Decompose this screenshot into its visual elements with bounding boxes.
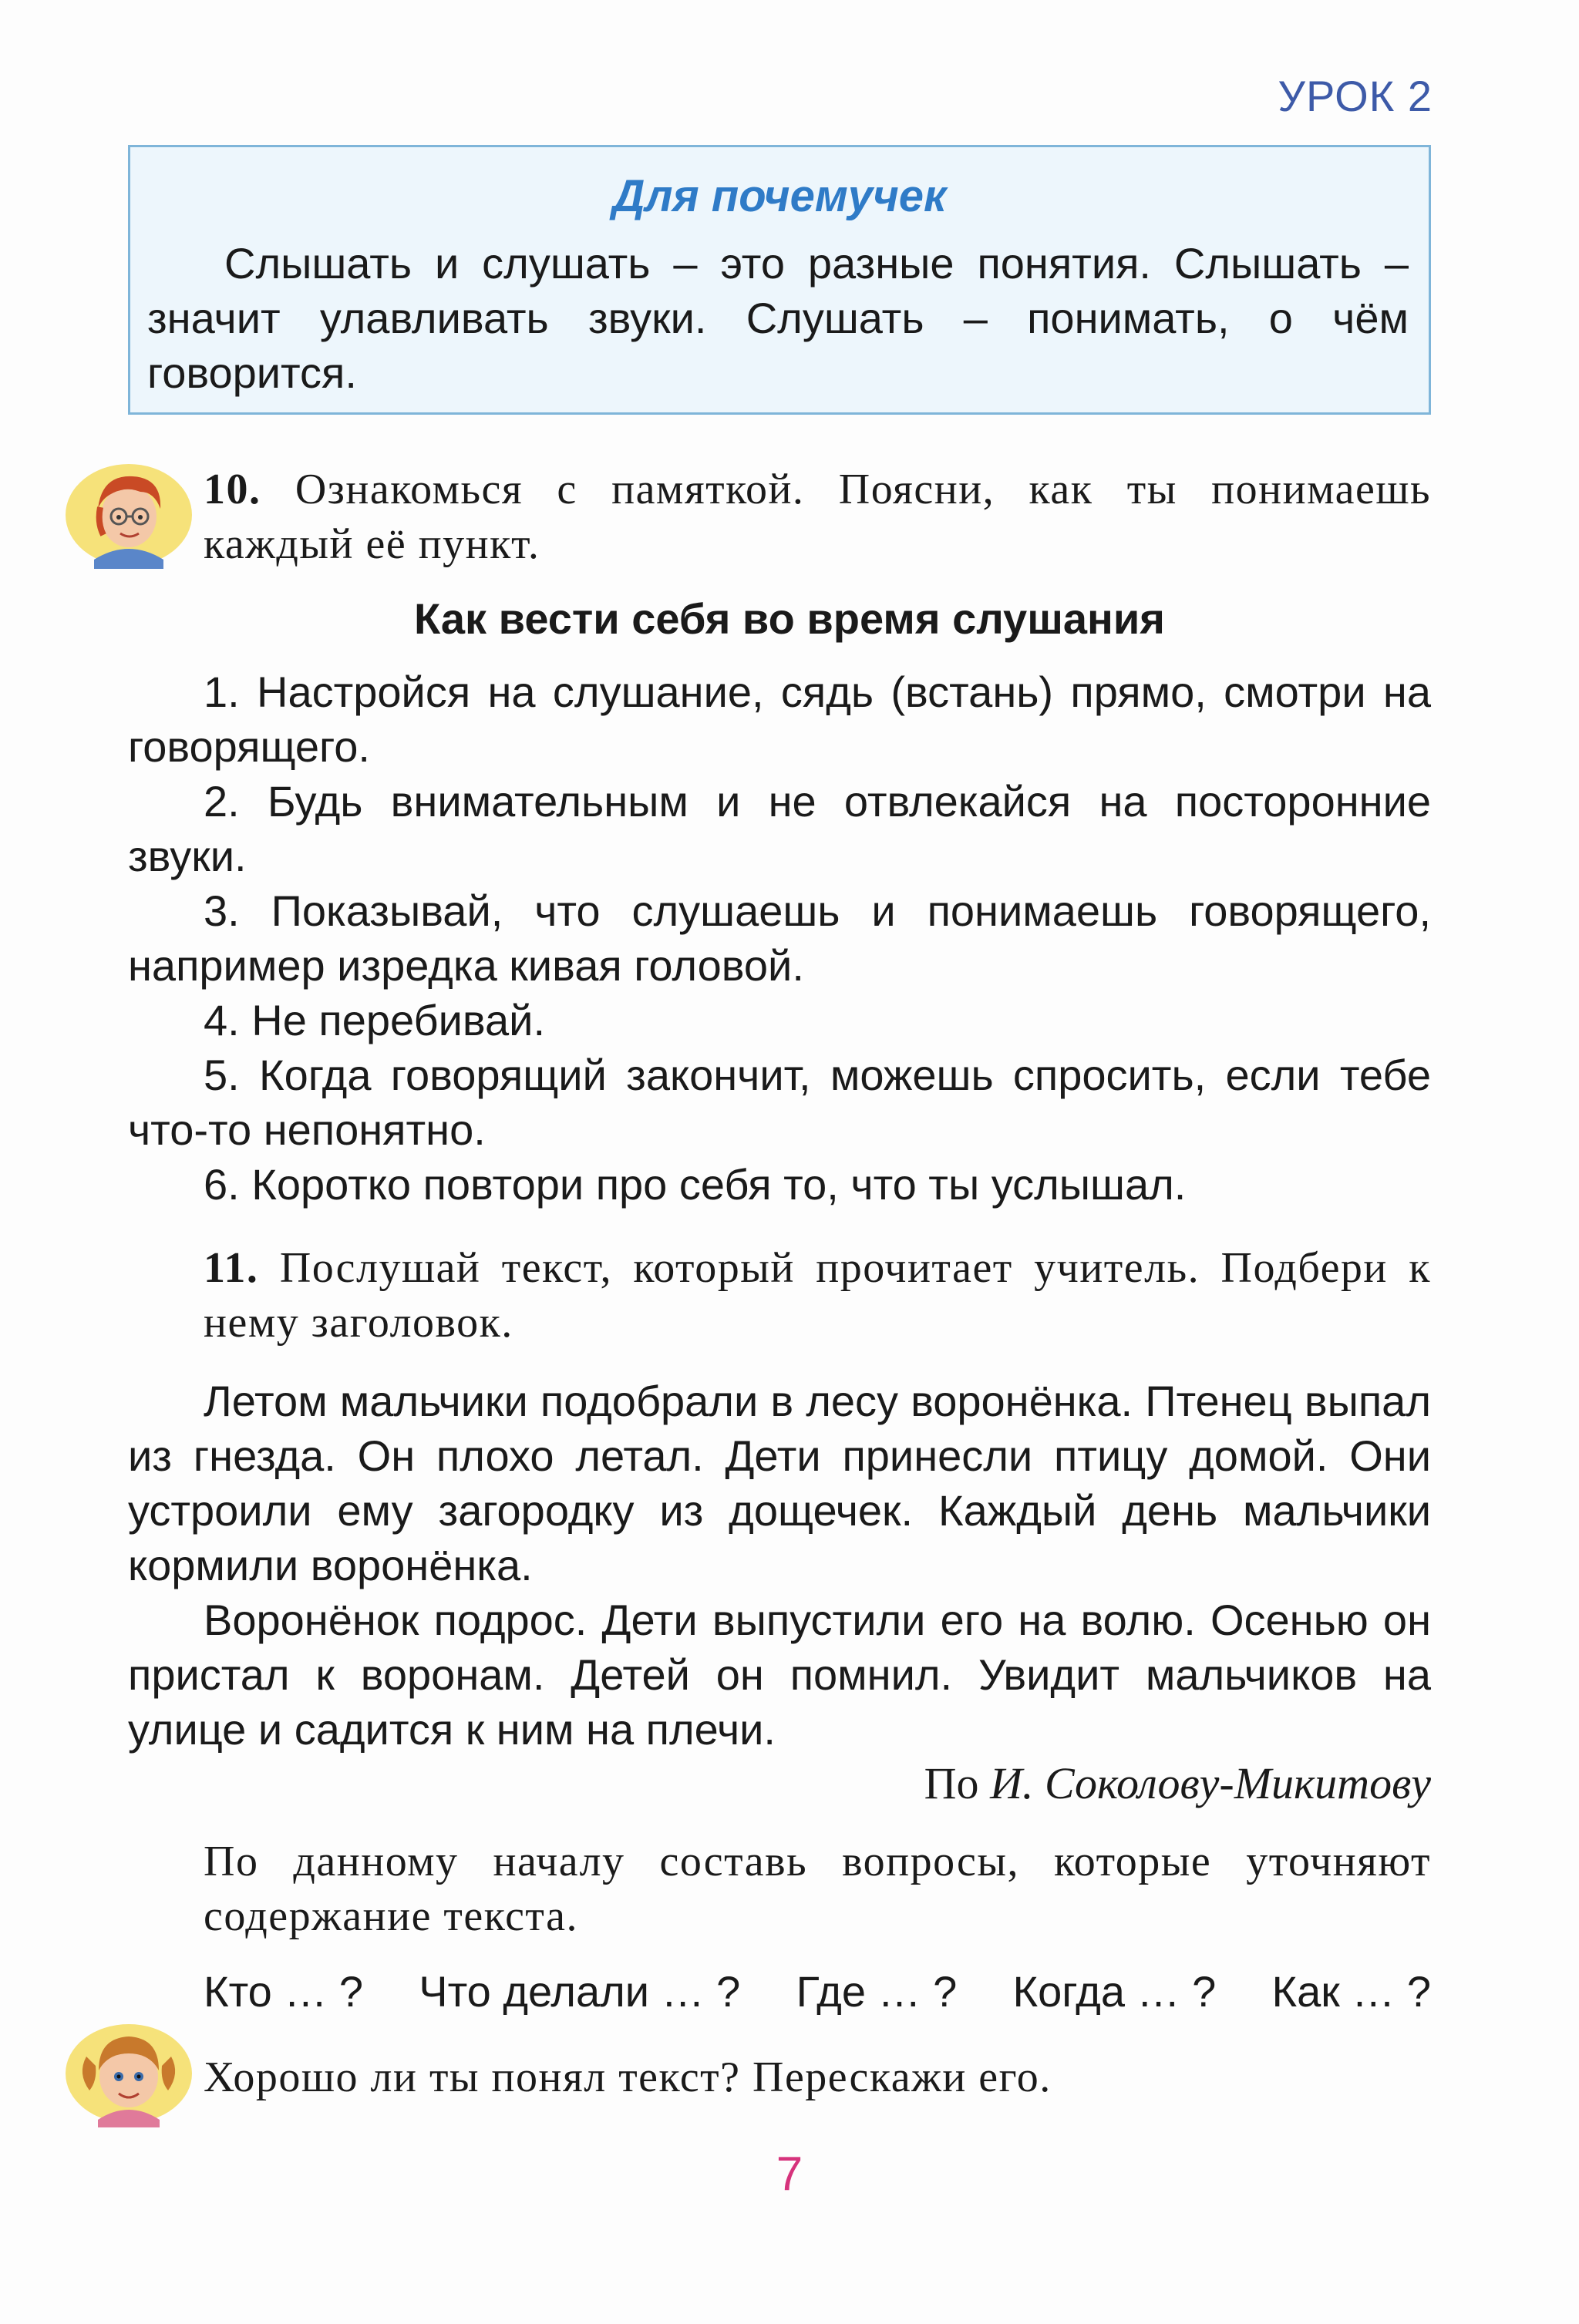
question-starters [204,1964,1431,2019]
story-author [924,1757,1431,1809]
question-starter: Где … ? [796,1967,958,2016]
memo-item: 4. Не перебивай. [204,996,545,1044]
info-box-text: Слышать и слушать – это разные понятия. Слышать – значит улавливать звуки. Слушать – понимать, о чём говорится. [147,239,1409,397]
memo-title: Как вести себя во время слушания [414,594,1165,643]
memo-item: 3. Показывай, что слушаешь и понимаешь говорящего, например изредка кивая головой. [128,886,1431,990]
story-paragraph: Летом мальчики подобрали в лесу воронёнка. Птенец выпал из гнезда. Он плохо летал. Дети принесли птицу домой. Они устроили ему загородку из дощечек. Каждый день мальчики кормили воронёнка. [128,1377,1431,1589]
task-11-number: 11. [204,1244,259,1292]
memo-item: 1. Настройся на слушание, сядь (встань) прямо, смотри на говорящего. [128,668,1431,771]
task-10 [204,462,1431,572]
task-10-text: Ознакомься с памяткой. Поясни, как ты понимаешь каждый её пункт. [204,466,1432,568]
author-prefix: По [924,1758,979,1808]
question-starter: Как … ? [1271,1967,1431,2016]
info-box [128,145,1431,415]
boy-with-glasses-icon [63,461,194,569]
task-10-number: 10. [204,466,261,513]
memo-item: 5. Когда говорящий закончит, можешь спросить, если тебе что-то непонятно. [128,1051,1431,1154]
story-paragraph: Воронёнок подрос. Дети выпустили его на волю. Осенью он пристал к воронам. Детей он помнил. Увидит мальчиков на улице и садится к ним на плечи. [128,1596,1431,1754]
memo-item: 2. Будь внимательным и не отвлекайся на посторонние звуки. [128,777,1431,880]
question-starter: Кто … ? [204,1967,364,2016]
page-number: 7 [776,2147,803,2201]
girl-with-pigtails-icon [63,2020,194,2127]
memo-list [128,664,1431,1212]
task-11 [204,1241,1431,1350]
question-starter: Когда … ? [1012,1967,1217,2016]
retell-task: Хорошо ли ты понял текст? Перескажи его. [204,2053,1052,2101]
task-11-text: Послушай текст, который прочитает учитель. Подбери к нему заголовок. [204,1244,1431,1347]
question-starter: Что делали … ? [419,1967,741,2016]
author-name: И. Соколову-Микитову [990,1758,1431,1808]
info-box-title: Для почемучек [612,171,947,221]
lesson-label: УРОК 2 [1278,72,1433,120]
questions-task: По данному началу составь вопросы, которые уточняют содержание текста. [204,1838,1431,1940]
story-text [128,1374,1431,1757]
memo-item: 6. Коротко повтори про себя то, что ты услышал. [204,1160,1187,1209]
